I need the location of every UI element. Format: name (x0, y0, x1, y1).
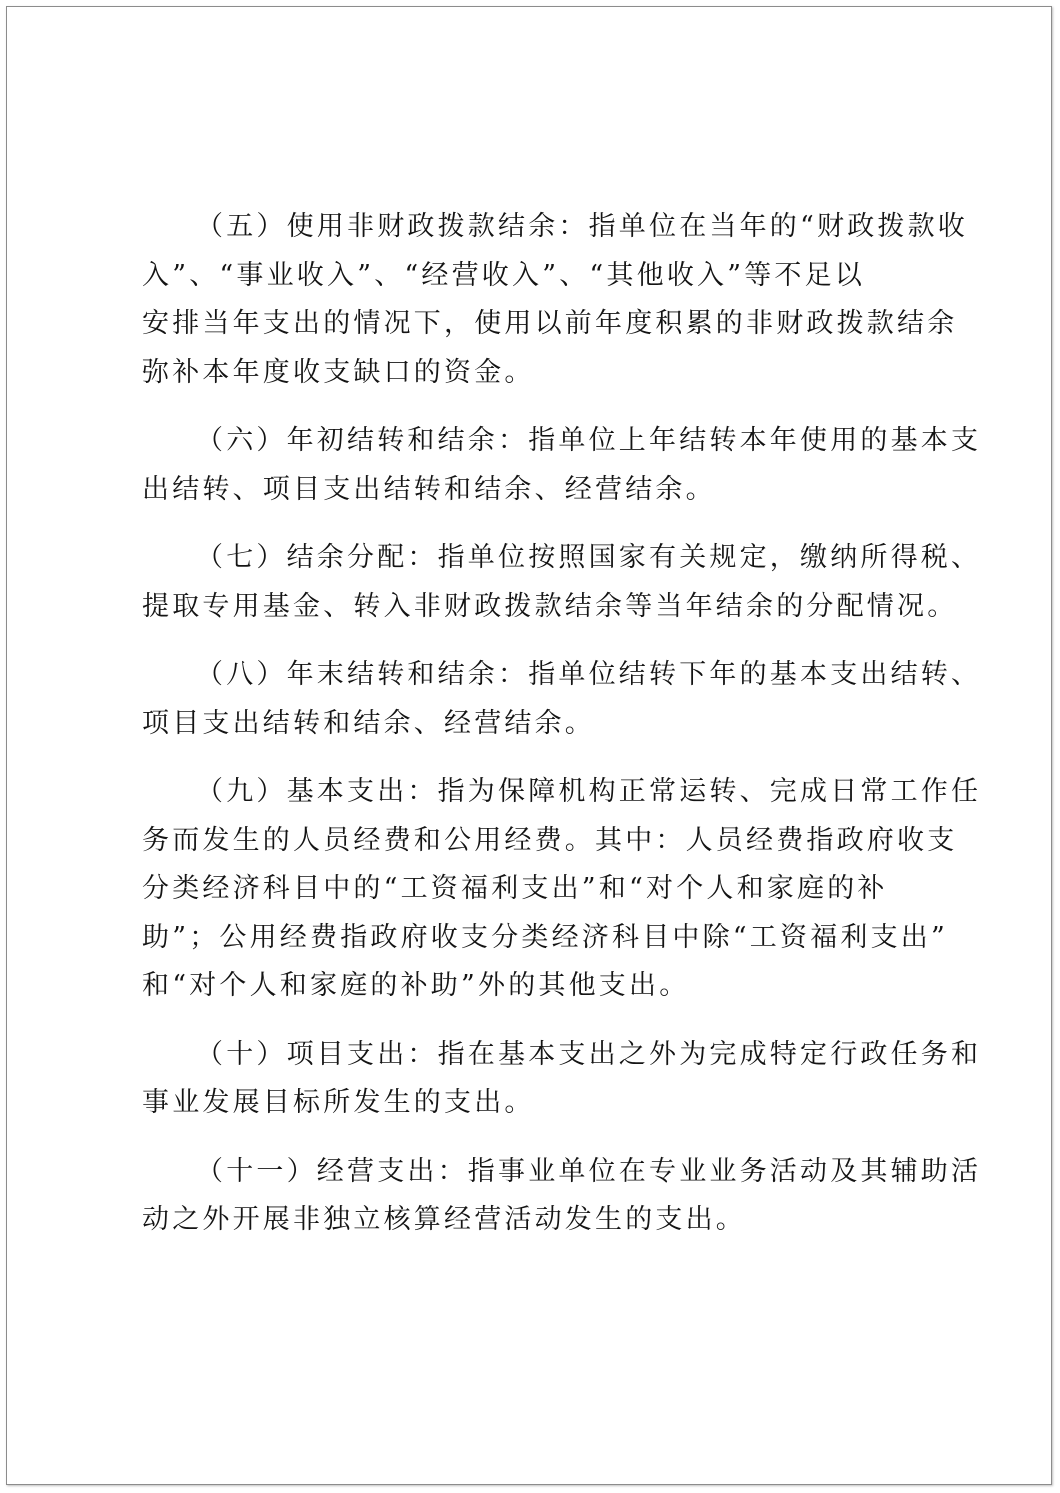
text-line: 项目支出结转和结余、经营结余。 (142, 707, 595, 739)
paragraph-item-5 (142, 203, 969, 397)
paragraph-item-11 (142, 1148, 982, 1245)
paragraph-item-9 (142, 768, 982, 1011)
text-line: 弥补本年度收支缺口的资金。 (142, 356, 535, 388)
paragraph-item-7 (142, 534, 982, 631)
text-line: 动之外开展非独立核算经营活动发生的支出。 (142, 1204, 746, 1235)
text-line: 事业发展目标所发生的支出。 (142, 1087, 535, 1118)
text-line: （九）基本支出：指为保障机构正常运转、完成日常工作任 (196, 776, 982, 807)
text-line: （七）结余分配：指单位按照国家有关规定，缴纳所得税、 (196, 542, 982, 573)
text-line: （十一）经营支出：指事业单位在专业业务活动及其辅助活 (196, 1155, 982, 1187)
paragraph-item-6 (142, 417, 982, 514)
text-line: （十）项目支出：指在基本支出之外为完成特定行政任务和 (196, 1038, 982, 1070)
paragraph-item-10 (142, 1031, 982, 1128)
text-line: （八）年末结转和结余：指单位结转下年的基本支出结转、 (196, 659, 982, 690)
text-line: 和“对个人和家庭的补助”外的其他支出。 (142, 970, 690, 1001)
text-line: 出结转、项目支出结转和结余、经营结余。 (142, 473, 716, 505)
text-line: 入”、“事业收入”、“经营收入”、“其他收入”等不足以 (142, 259, 866, 291)
document-body (142, 203, 982, 1265)
text-line: （六）年初结转和结余：指单位上年结转本年使用的基本支 (196, 425, 982, 456)
text-line: 助”；公用经费指政府收支分类经济科目中除“工资福利支出” (142, 921, 949, 953)
text-line: 务而发生的人员经费和公用经费。其中：人员经费指政府收支 (142, 824, 958, 856)
paragraph-item-8 (142, 651, 982, 748)
text-line: （五）使用非财政拨款结余：指单位在当年的“财政拨款收 (196, 211, 969, 242)
document-page (6, 6, 1052, 1485)
text-line: 安排当年支出的情况下，使用以前年度积累的非财政拨款结余 (142, 308, 958, 339)
text-line: 提取专用基金、转入非财政拨款结余等当年结余的分配情况。 (142, 590, 958, 622)
text-line: 分类经济科目中的“工资福利支出”和“对个人和家庭的补 (142, 873, 888, 904)
